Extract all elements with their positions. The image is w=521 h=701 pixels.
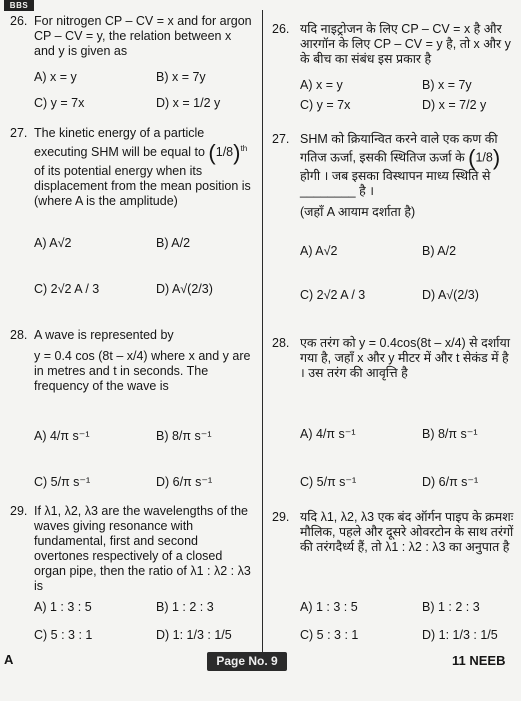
question-text-part1: The kinetic energy of a particle executing SHM will be equal to [34, 126, 205, 160]
option-a[interactable]: A) 4/π s⁻¹ [34, 429, 90, 443]
option-c[interactable]: C) 5/π s⁻¹ [34, 475, 91, 489]
question-text-part2: होगी । जब इसका विस्थापन माध्य स्थिति से ________ है । [300, 169, 491, 198]
option-b[interactable]: B) 8/π s⁻¹ [156, 429, 212, 443]
fraction: 1/8 [215, 145, 234, 160]
column-divider [262, 10, 263, 652]
series-letter: A [4, 652, 14, 667]
question-number: 29. [10, 504, 28, 518]
option-b[interactable]: B) x = 7y [156, 70, 206, 84]
option-a[interactable]: A) 1 : 3 : 5 [300, 600, 358, 614]
question-number: 26. [272, 22, 290, 36]
option-d[interactable]: D) x = 1/2 y [156, 96, 221, 110]
question-text: For nitrogen CP – CV = x and for argon CP – CV = y, the relation between x and y is given as [34, 14, 252, 58]
question-number: 28. [272, 336, 290, 350]
question-26 [10, 14, 255, 59]
option-d[interactable]: D) A√(2/3) [422, 288, 479, 302]
question-text-part1: SHM को क्रियान्वित करने वाले एक कण की गतिज ऊर्जा, इसकी स्थितिज ऊर्जा के [300, 132, 498, 165]
question-28 [10, 328, 255, 394]
question-27: 27. The kinetic energy of a particle executing SHM will be equal to $(1/8)^{th}$ of its potential energy when its displacement from the mean position is (where A is the amplitude) [10, 126, 251, 208]
option-c[interactable]: C) y = 7x [34, 96, 85, 110]
question-28-hindi [272, 336, 516, 381]
question-number: 27. [272, 132, 290, 146]
question-number: 29. [272, 510, 290, 524]
option-a[interactable]: A) 1 : 3 : 5 [34, 600, 92, 614]
page-number-badge: Page No. 9 [207, 652, 287, 671]
question-text-part3: (जहाँ A आयाम दर्शाता है) [300, 205, 416, 219]
option-a[interactable]: A) 4/π s⁻¹ [300, 427, 356, 441]
option-b[interactable]: B) A/2 [422, 244, 457, 258]
booklet-code: 11 NEEB [452, 653, 506, 668]
question-text: यदि λ1, λ2, λ3 एक बंद ऑर्गन पाइप के क्रमशः मौलिक, पहले और दूसरे ओवरटोन के साथ तरंगों की तरंगदैर्ध्य हैं, तो λ1 : λ2 : λ3 का अनुपात है [300, 510, 514, 554]
question-number: 28. [10, 328, 28, 342]
fraction: 1/8 [475, 150, 493, 165]
option-d[interactable]: D) x = 7/2 y [422, 98, 487, 112]
wave-equation: y = 0.4 cos (8t – x/4) [34, 349, 148, 363]
option-d[interactable]: D) A√(2/3) [156, 282, 213, 296]
question-text-part1: A wave is represented by [34, 328, 174, 342]
question-text: यदि नाइट्रोजन के लिए CP – CV = x है और आरगॉन के लिए CP – CV = y है, तो x और y के बीच का संबंध इस प्रकार है [300, 22, 511, 66]
question-29-hindi [272, 510, 516, 555]
option-c[interactable]: C) 5 : 3 : 1 [300, 628, 359, 642]
option-c[interactable]: C) 5/π s⁻¹ [300, 475, 357, 489]
option-a[interactable]: A) A√2 [300, 244, 338, 258]
option-a[interactable]: A) A√2 [34, 236, 72, 250]
option-b[interactable]: B) 1 : 2 : 3 [422, 600, 480, 614]
option-b[interactable]: B) 1 : 2 : 3 [156, 600, 214, 614]
question-text-part2: of its potential energy when its displacement from the mean position is (where A is the amplitude) [34, 163, 251, 208]
question-text: एक तरंग को y = 0.4cos(8t – x/4) से दर्शाया गया है, जहाँ x और y मीटर में और t सेकंड में है । उस तरंग की आवृत्ति है [300, 336, 510, 380]
option-d[interactable]: D) 6/π s⁻¹ [156, 475, 213, 489]
option-c[interactable]: C) y = 7x [300, 98, 351, 112]
option-c[interactable]: C) 5 : 3 : 1 [34, 628, 93, 642]
question-27-hindi: 27. SHM को क्रियान्वित करने वाले एक कण की गतिज ऊर्जा, इसकी स्थितिज ऊर्जा के (1/8) होगी । जब इसका विस्थापन माध्य स्थिति से ________ है । (जहाँ A आयाम दर्शाता है) [272, 132, 516, 220]
question-number: 27. [10, 126, 28, 140]
option-d[interactable]: D) 1: 1/3 : 1/5 [156, 628, 232, 642]
corner-mark: BBS [4, 0, 34, 11]
question-26-hindi [272, 22, 516, 67]
option-a[interactable]: A) x = y [300, 78, 343, 92]
question-29 [10, 504, 255, 594]
question-text: If λ1, λ2, λ3 are the wavelengths of the waves giving resonance with fundamental, first and second overtones respectively of a closed organ pipe, then the ratio of λ1 : λ2 : λ3 is [34, 504, 251, 593]
option-b[interactable]: B) A/2 [156, 236, 191, 250]
option-b[interactable]: B) x = 7y [422, 78, 472, 92]
option-b[interactable]: B) 8/π s⁻¹ [422, 427, 478, 441]
option-c[interactable]: C) 2√2 A / 3 [34, 282, 100, 296]
question-text-part2: where x and y are in metres and t in seconds. The frequency of the wave is [34, 349, 251, 393]
option-d[interactable]: D) 6/π s⁻¹ [422, 475, 479, 489]
question-number: 26. [10, 14, 28, 28]
option-c[interactable]: C) 2√2 A / 3 [300, 288, 366, 302]
option-a[interactable]: A) x = y [34, 70, 77, 84]
option-d[interactable]: D) 1: 1/3 : 1/5 [422, 628, 498, 642]
